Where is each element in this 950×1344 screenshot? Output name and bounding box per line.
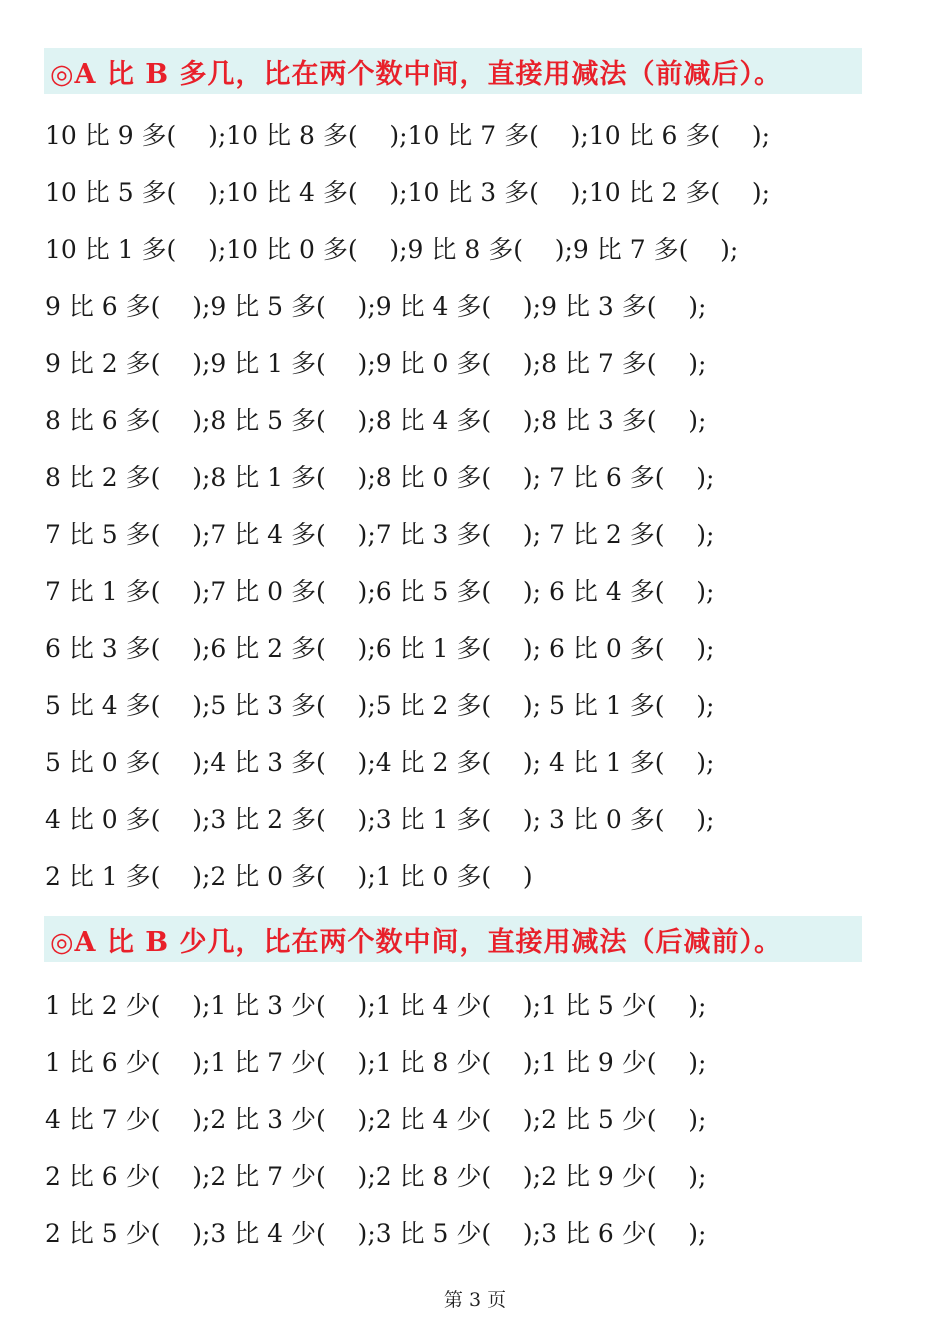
- exercise-row: [45, 734, 875, 791]
- exercise-text: 9 比 6 多( );9 比 5 多( );9 比 4 多( );9 比 3 多( );: [45, 292, 707, 321]
- exercise-row: [45, 848, 875, 905]
- exercise-text: 2 比 5 少( );3 比 4 少( );3 比 5 少( );3 比 6 少( );: [45, 1219, 707, 1248]
- exercise-text: 1 比 2 少( );1 比 3 少( );1 比 4 少( );1 比 5 少( );: [45, 991, 707, 1020]
- exercise-text: 7 比 5 多( );7 比 4 多( );7 比 3 多( ); 7 比 2 多( );: [45, 520, 715, 549]
- section-title-less: ◎A 比 B 少几，比在两个数中间，直接用减法（后减前）。: [50, 926, 783, 958]
- section-header-less: [44, 916, 862, 962]
- exercise-text: 9 比 2 多( );9 比 1 多( );9 比 0 多( );8 比 7 多( );: [45, 349, 707, 378]
- exercise-text: 8 比 2 多( );8 比 1 多( );8 比 0 多( ); 7 比 6 多( );: [45, 463, 715, 492]
- exercise-text: 7 比 1 多( );7 比 0 多( );6 比 5 多( ); 6 比 4 多( );: [45, 577, 715, 606]
- section-header-more: [44, 48, 862, 94]
- exercise-text: 6 比 3 多( );6 比 2 多( );6 比 1 多( ); 6 比 0 多( );: [45, 634, 715, 663]
- exercise-text: 5 比 0 多( );4 比 3 多( );4 比 2 多( ); 4 比 1 多( );: [45, 748, 715, 777]
- exercise-row: [45, 620, 875, 677]
- exercise-row: [45, 1148, 875, 1205]
- exercise-text: 4 比 0 多( );3 比 2 多( );3 比 1 多( ); 3 比 0 多( );: [45, 805, 715, 834]
- exercise-text: 2 比 6 少( );2 比 7 少( );2 比 8 少( );2 比 9 少( );: [45, 1162, 707, 1191]
- exercise-row: [45, 278, 875, 335]
- exercise-row: [45, 677, 875, 734]
- page-number: 第 3 页: [443, 1289, 507, 1311]
- exercise-row: [45, 791, 875, 848]
- exercise-row: [45, 392, 875, 449]
- exercise-text: 10 比 9 多( );10 比 8 多( );10 比 7 多( );10 比 6 多( );: [45, 121, 771, 150]
- exercise-row: [45, 977, 875, 1034]
- exercise-row: [45, 506, 875, 563]
- exercise-text: 5 比 4 多( );5 比 3 多( );5 比 2 多( ); 5 比 1 多( );: [45, 691, 715, 720]
- exercise-text: 4 比 7 少( );2 比 3 少( );2 比 4 少( );2 比 5 少( );: [45, 1105, 707, 1134]
- exercise-list-more: [45, 107, 875, 905]
- exercise-row: [45, 449, 875, 506]
- exercise-row: [45, 164, 875, 221]
- exercise-text: 8 比 6 多( );8 比 5 多( );8 比 4 多( );8 比 3 多( );: [45, 406, 707, 435]
- exercise-row: [45, 1034, 875, 1091]
- exercise-text: 2 比 1 多( );2 比 0 多( );1 比 0 多( ): [45, 862, 533, 891]
- exercise-row: [45, 1091, 875, 1148]
- exercise-text: 10 比 5 多( );10 比 4 多( );10 比 3 多( );10 比 2 多( );: [45, 178, 771, 207]
- exercise-text: 1 比 6 少( );1 比 7 少( );1 比 8 少( );1 比 9 少( );: [45, 1048, 707, 1077]
- section-title-more: ◎A 比 B 多几，比在两个数中间，直接用减法（前减后）。: [50, 58, 783, 90]
- exercise-list-less: [45, 977, 875, 1262]
- exercise-row: [45, 107, 875, 164]
- exercise-text: 10 比 1 多( );10 比 0 多( );9 比 8 多( );9 比 7 多( );: [45, 235, 739, 264]
- exercise-row: [45, 221, 875, 278]
- exercise-row: [45, 563, 875, 620]
- exercise-row: [45, 335, 875, 392]
- exercise-row: [45, 1205, 875, 1262]
